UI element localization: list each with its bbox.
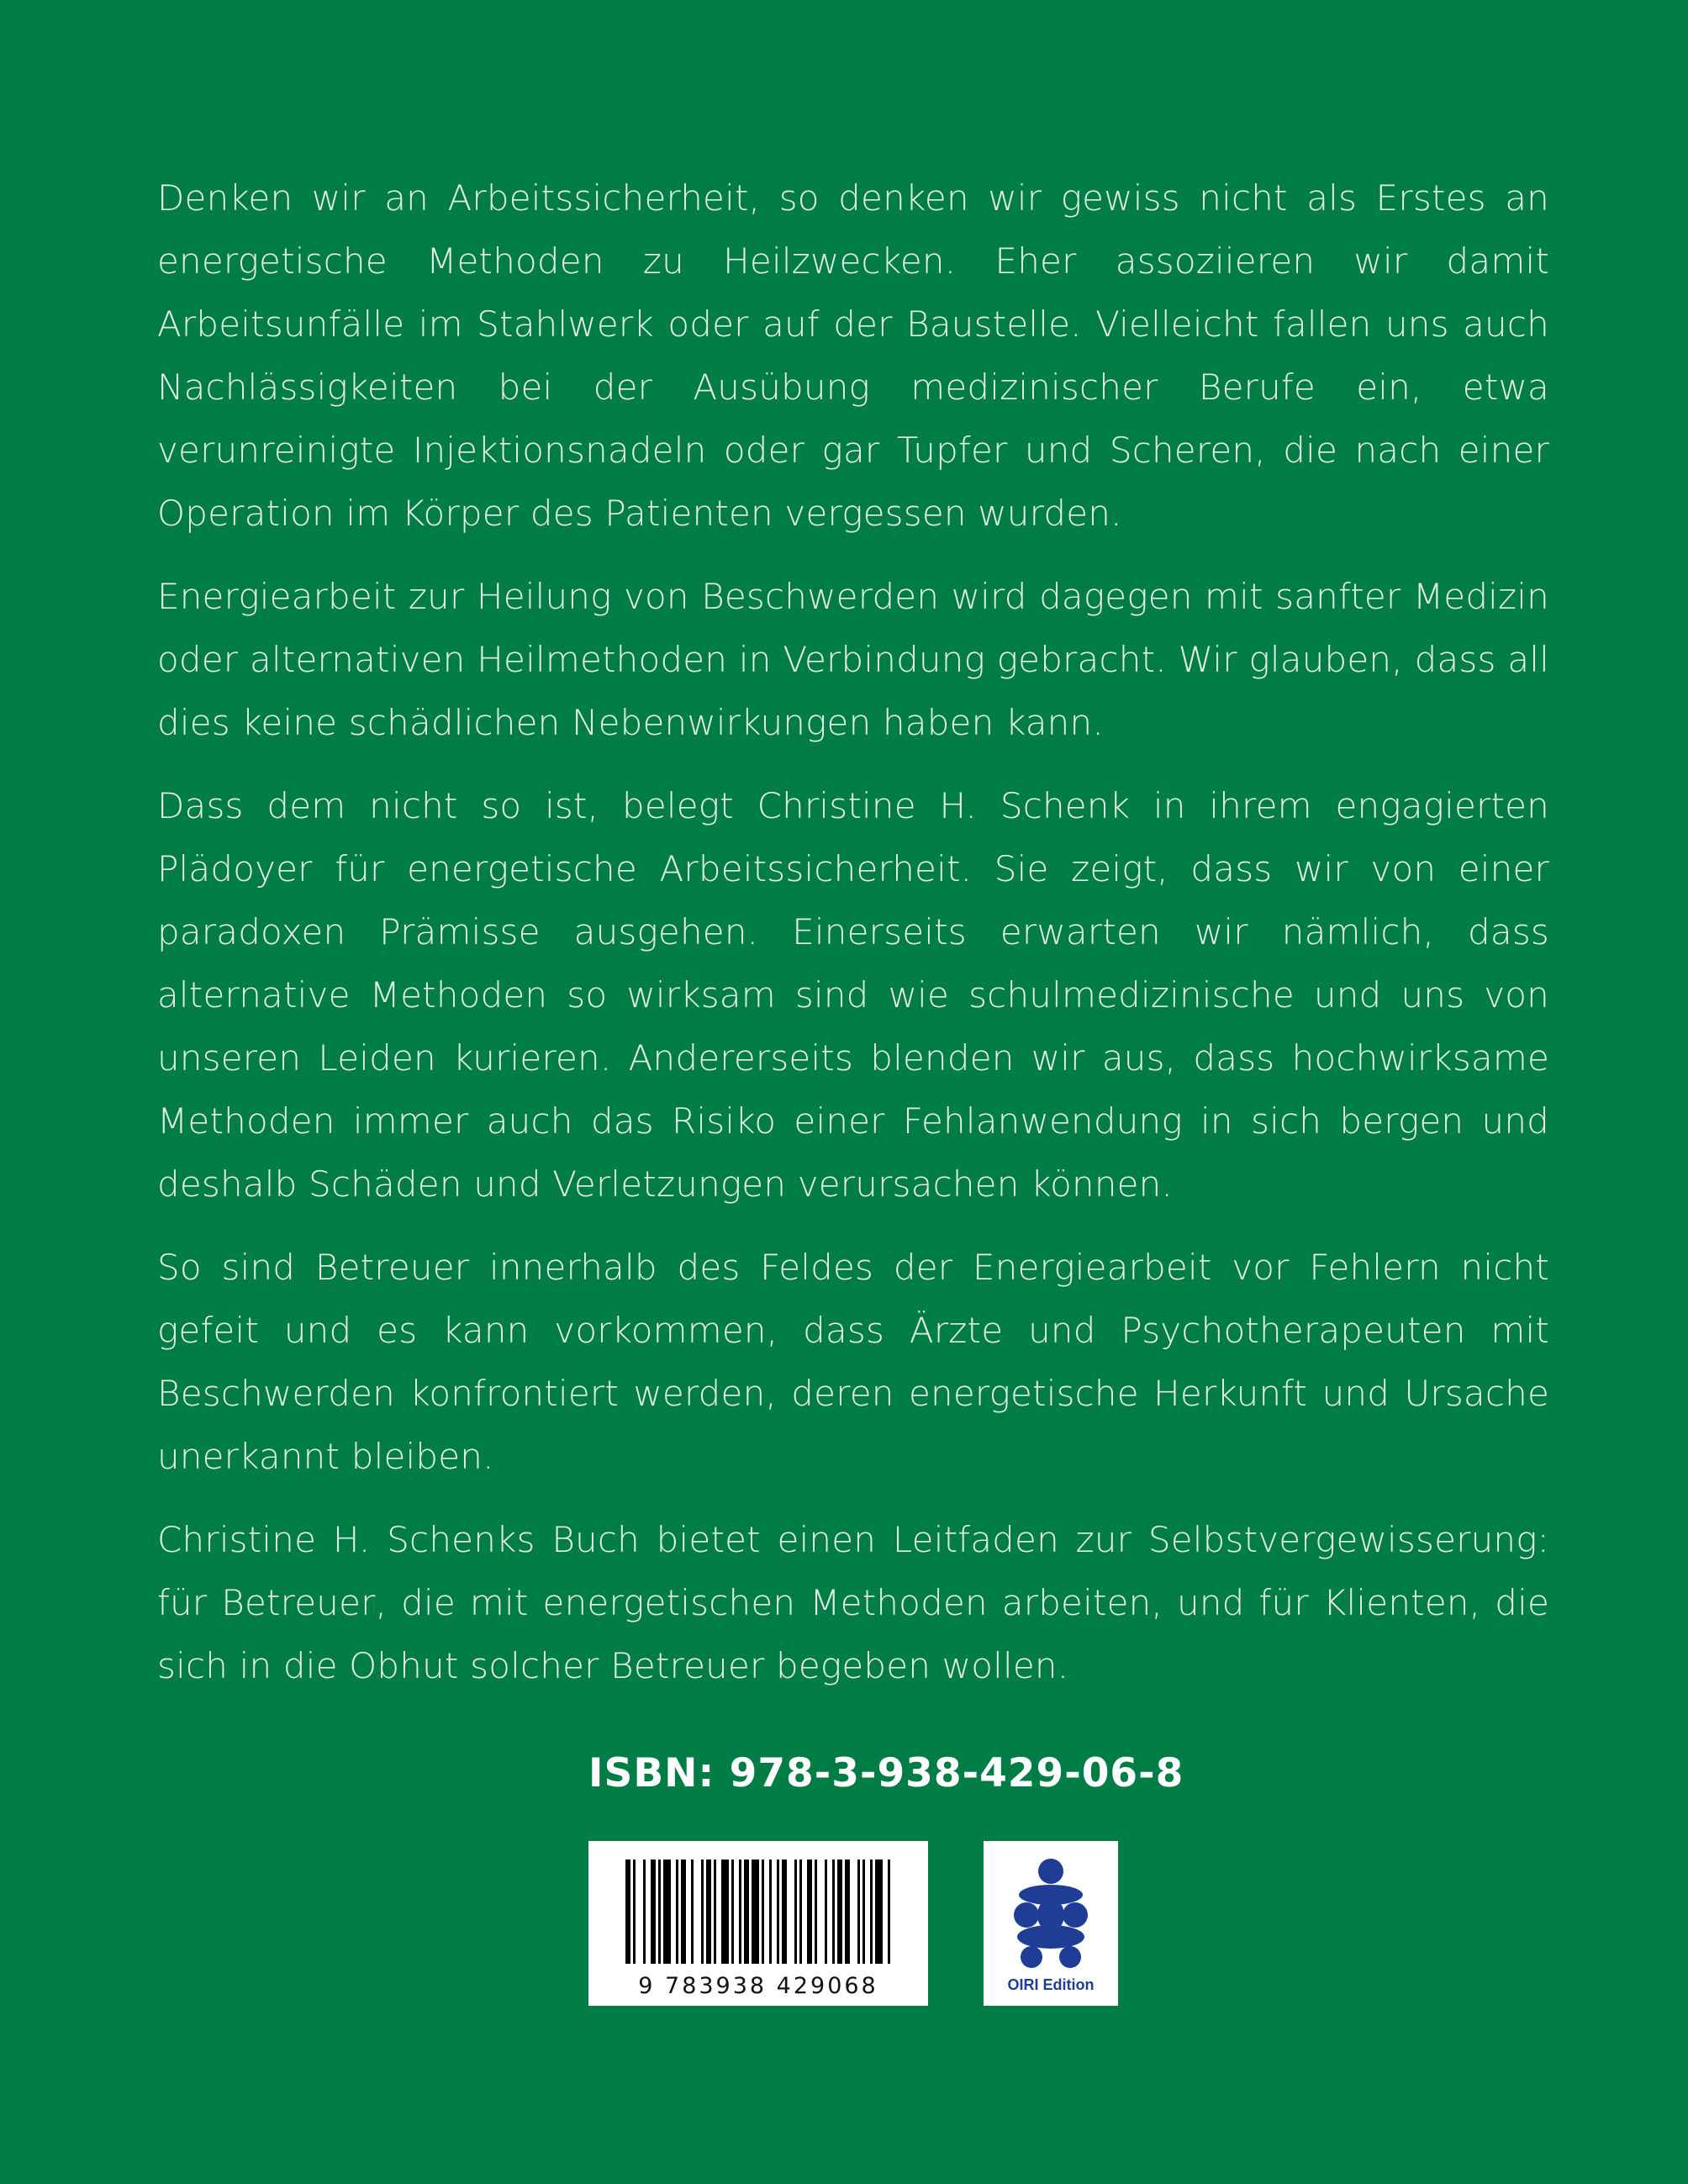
barcode-bar xyxy=(701,1860,704,1964)
barcode-bar xyxy=(794,1860,797,1964)
barcode-bar xyxy=(799,1860,802,1964)
barcode-bar xyxy=(769,1860,772,1964)
barcode-bar xyxy=(714,1860,716,1964)
isbn-label: ISBN: 978-3-938-429-06-8 xyxy=(588,1750,1184,1796)
barcode-bar xyxy=(663,1860,671,1964)
blurb-paragraph-5: Christine H. Schenks Buch bietet einen Leitfaden zur Selbstvergewisserung: für Betreuer, die mit energetischen Methoden arbeiten, und für Klienten, die sich in die Obhut solcher Betreuer begeben wollen. xyxy=(157,1519,1549,1686)
barcode-bar xyxy=(731,1860,734,1964)
barcode-bar xyxy=(752,1860,759,1964)
barcode-bar xyxy=(782,1860,787,1964)
barcode xyxy=(588,1841,928,2006)
barcode-bar xyxy=(870,1860,873,1964)
barcode-bar xyxy=(762,1860,764,1964)
blurb-paragraph-1: Denken wir an Arbeitssicherheit, so denken wir gewiss nicht als Erstes an energetische Methoden zu Heilzwecken. Eher assoziieren wir damit Arbeitsunfälle im Stahlwerk oder auf der Baustelle. Vielleicht fallen uns auch Nachlässigkeiten bei der Ausübung medizinischer Berufe ein, etwa verunreinigte Injektionsnadeln oder gar Tupfer und Scheren, die nach einer Operation im Körper des Patienten vergessen wurden. xyxy=(157,177,1549,534)
publisher-logo-text: OIRI Edition xyxy=(1007,1976,1095,1993)
barcode-bar xyxy=(691,1860,694,1964)
barcode-icon xyxy=(588,1841,928,1976)
barcode-bar xyxy=(825,1860,827,1964)
barcode-bar xyxy=(807,1860,812,1964)
blurb-paragraph-4: So sind Betreuer innerhalb des Feldes der Energiearbeit vor Fehlern nicht gefeit und es kann vorkommen, dass Ärzte und Psychotherapeuten mit Beschwerden konfrontiert werden, deren energetische Herkunft und Ursache unerkannt bleiben. xyxy=(157,1247,1549,1477)
barcode-bar xyxy=(837,1860,842,1964)
barcode-bar xyxy=(721,1860,729,1964)
barcode-bar xyxy=(857,1860,860,1964)
blurb-paragraph-2: Energiearbeit zur Heilung von Beschwerden wird dagegen mit sanfter Medizin oder alternativen Heilmethoden in Verbindung gebracht. Wir glauben, dass all dies keine schädlichen Nebenwirkungen haben kann. xyxy=(157,576,1549,743)
publisher-logo xyxy=(984,1841,1118,2006)
blurb-paragraph-3: Dass dem nicht so ist, belegt Christine H. Schenk in ihrem engagierten Plädoyer für energetische Arbeitssicherheit. Sie zeigt, dass wir von einer paradoxen Prämisse ausgehen. Einerseits erwarten wir nämlich, dass alternative Methoden so wirksam sind wie schulmedizinische und uns von unseren Leiden kurieren. Andererseits blenden wir aus, dass hochwirksame Methoden immer auch das Risiko einer Fehlanwendung in sich bergen und deshalb Schäden und Verletzungen verursachen können. xyxy=(157,785,1549,1205)
barcode-bar xyxy=(845,1860,850,1964)
barcode-bar xyxy=(625,1860,630,1964)
barcode-bar xyxy=(862,1860,865,1964)
barcode-bar xyxy=(658,1860,661,1964)
oiri-logo-icon xyxy=(984,1841,1118,1976)
barcode-digits: 9 783938 429068 xyxy=(638,1973,878,1999)
barcode-bar xyxy=(739,1860,741,1964)
barcode-bar xyxy=(777,1860,779,1964)
barcode-bar xyxy=(651,1860,656,1964)
barcode-bar xyxy=(633,1860,636,1964)
barcode-bar xyxy=(875,1860,883,1964)
barcode-bar xyxy=(643,1860,646,1964)
barcode-bar xyxy=(681,1860,686,1964)
barcode-bar xyxy=(888,1860,890,1964)
barcode-bar xyxy=(832,1860,835,1964)
barcode-bar xyxy=(676,1860,678,1964)
barcode-bar xyxy=(744,1860,749,1964)
barcode-bar xyxy=(815,1860,817,1964)
barcode-bar xyxy=(706,1860,711,1964)
blurb-text xyxy=(157,166,1549,1717)
